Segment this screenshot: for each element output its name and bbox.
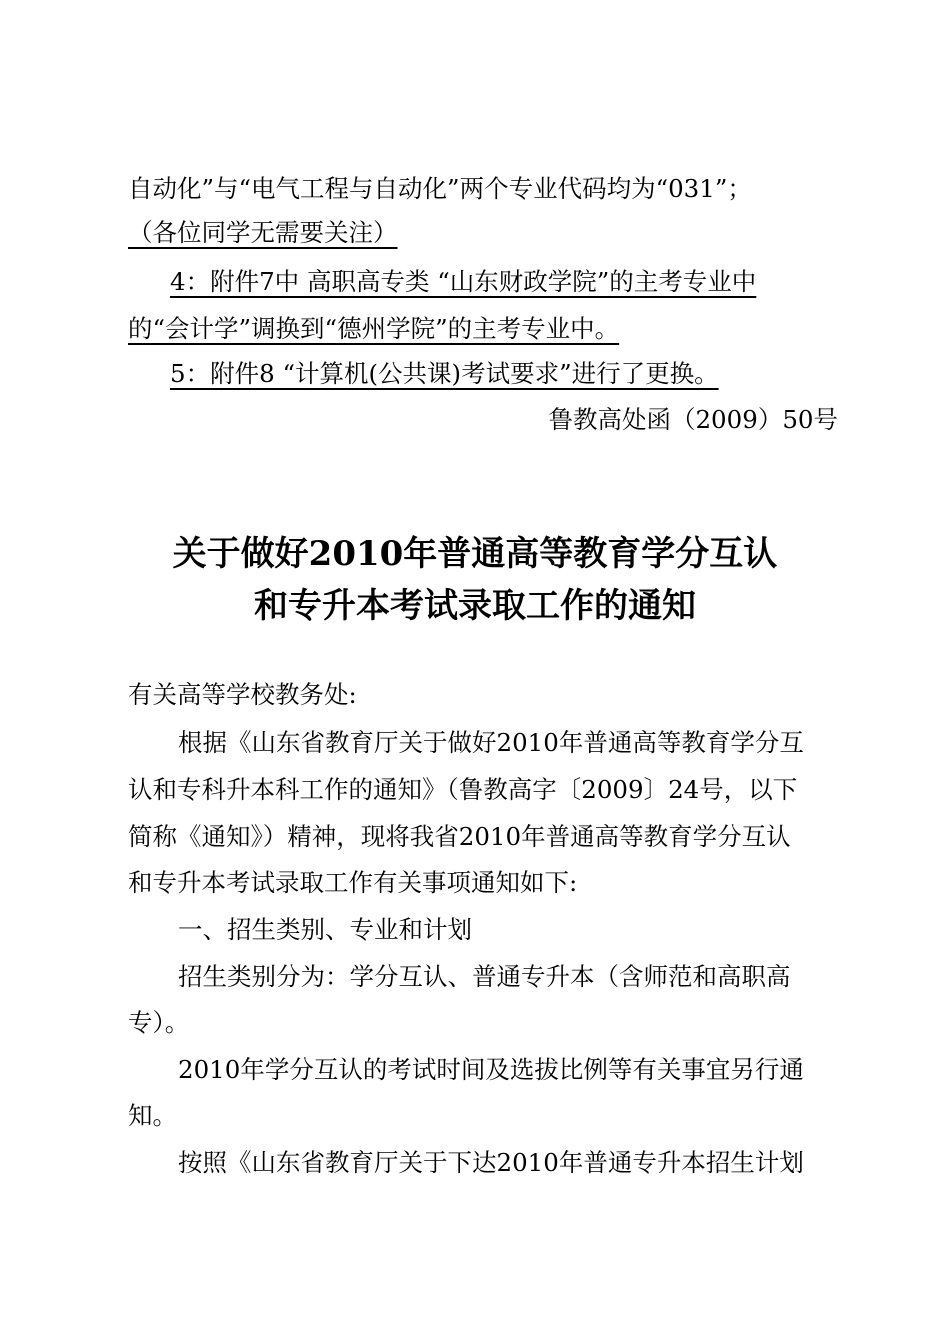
notes-line-3: 4：附件7中 高职高专类 “山东财政学院”的主考专业中 [170, 267, 757, 296]
paragraph-1-line-4: 和专升本考试录取工作有关事项通知如下: [128, 868, 578, 897]
notes-line-4: 的“会计学”调换到“德州学院”的主考专业中。 [128, 314, 620, 343]
paragraph-3-line-1: 2010年学分互认的考试时间及选拔比例等有关事宜另行通 [178, 1055, 804, 1084]
paragraph-4-line-1: 按照《山东省教育厅关于下达2010年普通专升本招生计划 [178, 1148, 804, 1177]
notes-line-5: 5：附件8 “计算机(公共课)考试要求”进行了更换。 [170, 359, 719, 388]
notes-line-2: （各位同学无需要关注） [128, 218, 398, 247]
paragraph-1-line-2: 认和专科升本科工作的通知》（鲁教高字〔2009〕24号，以下 [128, 775, 798, 804]
paragraph-1-line-3: 简称《通知》）精神，现将我省2010年普通高等教育学分互认 [128, 822, 791, 851]
document-number: 鲁教高处函（2009）50号 [548, 405, 838, 434]
paragraph-3-line-2: 知。 [128, 1101, 177, 1130]
paragraph-2-line-2: 专）。 [128, 1008, 190, 1037]
paragraph-2-line-1: 招生类别分为：学分互认、普通专升本（含师范和高职高 [178, 962, 791, 991]
page-title-line-1: 关于做好2010年普通高等教育学分互认 [172, 534, 778, 574]
notes-line-1: 自动化”与“电气工程与自动化”两个专业代码均为“031”； [128, 174, 752, 203]
page-title-line-2: 和专升本考试录取工作的通知 [254, 586, 696, 626]
paragraph-1-line-1: 根据《山东省教育厅关于做好2010年普通高等教育学分互 [178, 728, 804, 757]
section-heading-1: 一、招生类别、专业和计划 [178, 915, 472, 944]
salutation: 有关高等学校教务处: [128, 680, 357, 709]
